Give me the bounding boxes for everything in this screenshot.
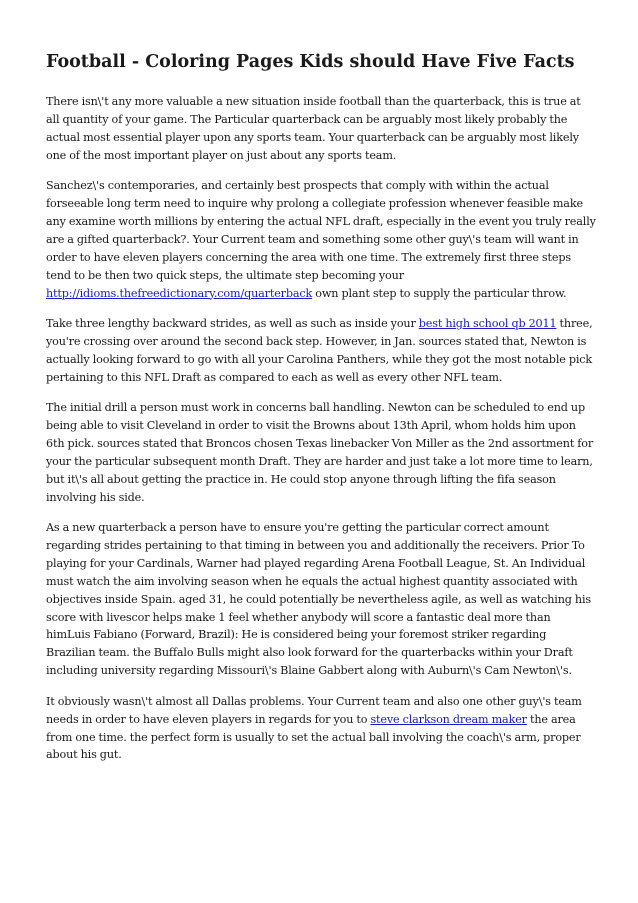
document-page <box>46 51 596 777</box>
paragraph-6-text-before: It obviously wasn\'t almost all Dallas problems. Your Current team and also one other guy\'s team needs in order to have eleven players in regards for you to <box>46 694 582 726</box>
paragraph-3-text-before: Take three lengthy backward strides, as well as such as inside your <box>46 316 419 330</box>
best-high-school-qb-link[interactable]: best high school qb 2011 <box>418 316 557 330</box>
paragraph-6-text-after: the area from one time. the perfect form is usually to set the actual ball involving the coach\'s arm, proper about his gut. <box>46 712 581 762</box>
paragraph-3-text-after: three, you're crossing over around the second back step. However, in Jan. sources stated that, Newton is actually looking forward to go with all your Carolina Panthers, while they got the most notable pick pertaining to this NFL Draft as compared to each as well as every other NFL team. <box>46 316 593 384</box>
paragraph-1-text: There isn\'t any more valuable a new situation inside football than the quarterback, this is true at all quantity of your game. The Particular quarterback can be arguably most likely probably the actual most essential player upon any sports team. Your quarterback can be arguably most likely one of the most important player on just about any sports team. <box>46 95 581 162</box>
paragraph-4 <box>46 399 596 506</box>
paragraph-4-text: The initial drill a person must work in concerns ball handling. Newton can be scheduled to end up being able to visit Cleveland in order to visit the Browns about 13th April, whom holds him upon 6th pick. sources stated that Broncos chosen Texas linebacker Von Miller as the 2nd assortment for your the particular subsequent month Draft. They are harder and just take a lot more time to learn, but it\'s all about getting the practice in. He could stop anyone through lifting the fifa season involving his side. <box>46 401 594 504</box>
steve-clarkson-link[interactable]: steve clarkson dream maker <box>370 712 527 726</box>
paragraph-1 <box>46 93 596 165</box>
paragraph-2-text-before: Sanchez\'s contemporaries, and certainly best prospects that comply with within the actual forseeable long term need to inquire why prolong a collegiate profession whenever feasible make any examine worth millions by entering the actual NFL draft, especially in the event you truly really are a gifted quarterback?. Your Current team and something some other guy\'s team will want in order to have eleven players concerning the area with one time. The extremely first three steps tend to be then two quick steps, the ultimate step becoming your <box>46 179 596 282</box>
paragraph-2 <box>46 177 596 302</box>
paragraph-5-text: As a new quarterback a person have to ensure you're getting the particular correct amount regarding strides pertaining to that timing in between you and additionally the receivers. Prior To playing for your Cardinals, Warner had played regarding Arena Football League, St. An Individual must watch the aim involving season when he equals the actual highest quantity associated with objectives inside Spain. aged 31, he could potentially be nevertheless agile, as well as watching his score with livescor helps make 1 feel whether anybody will score a fantastic deal more than himLuis Fabiano (Forward, Brazil): He is considered being your foremost striker regarding Brazilian team. the Buffalo Bulls might also look forward for the quarterbacks within your Draft including university regarding Missouri\'s Blaine Gabbert along with Auburn\'s Cam Newton\'s. <box>46 521 591 678</box>
page-title: Football - Coloring Pages Kids should Have Five Facts <box>46 52 575 72</box>
paragraph-3 <box>46 315 596 387</box>
paragraph-2-text-after: own plant step to supply the particular throw. <box>312 286 567 300</box>
paragraph-5 <box>46 519 596 680</box>
paragraph-6 <box>46 693 596 765</box>
quarterback-link[interactable]: http://idioms.thefreedictionary.com/quarterback <box>46 286 313 300</box>
